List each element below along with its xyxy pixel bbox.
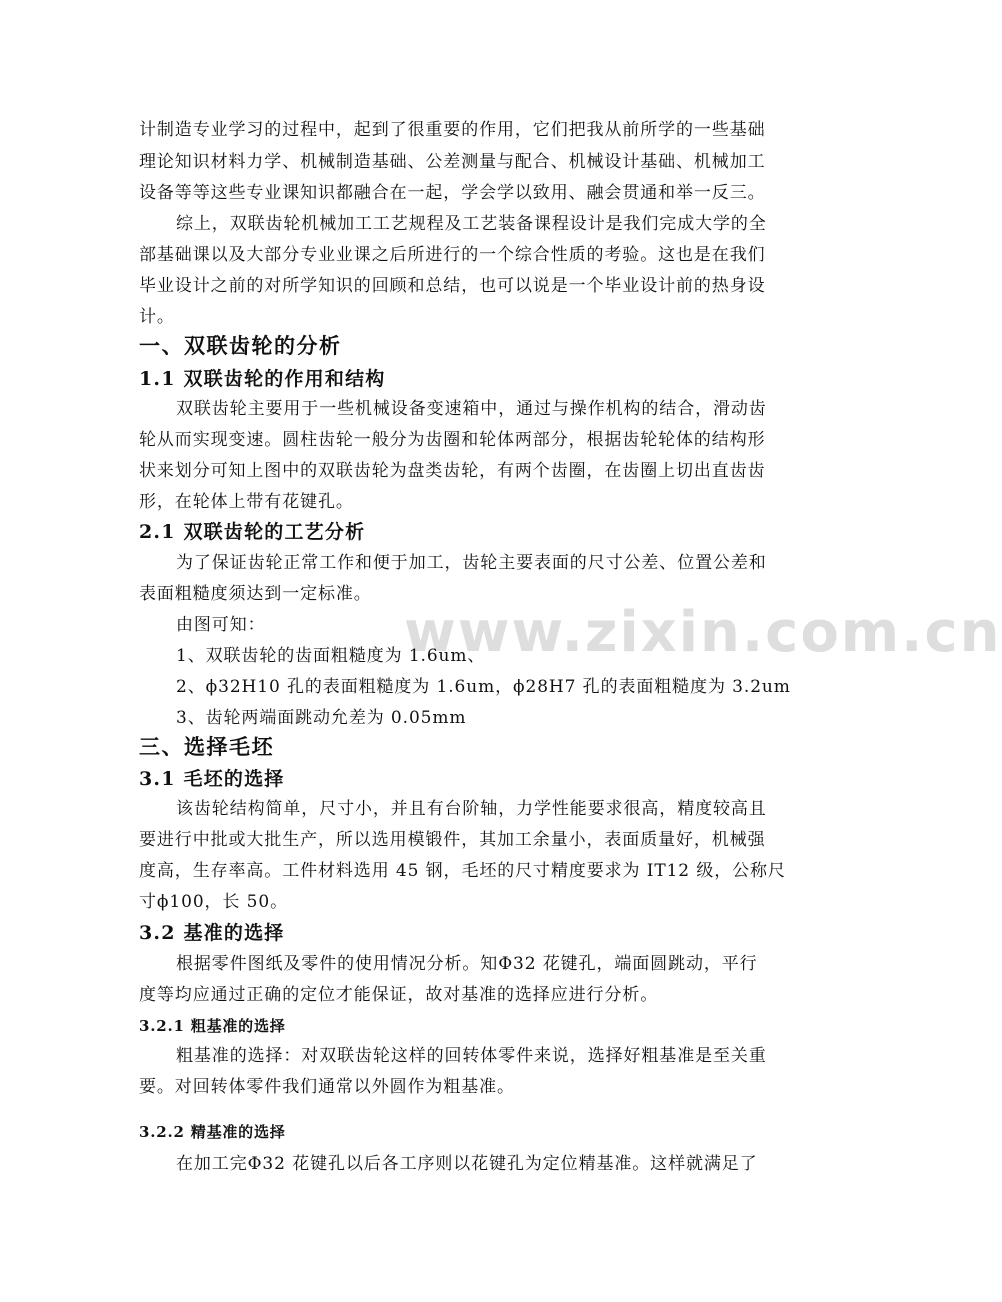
text-line-p2-l3: 毕业设计之前的对所学知识的回顾和总结，也可以说是一个毕业设计前的热身设	[139, 276, 766, 296]
text-line-p3-l4: 形，在轮体上带有花键孔。	[139, 492, 354, 512]
heading-h-3-2-1: 3.2.1 粗基准的选择	[139, 1017, 286, 1035]
heading-h-1: 一、双联齿轮的分析	[139, 333, 342, 358]
text-line-p2-l4: 计。	[139, 307, 175, 327]
heading-h-3-2-2: 3.2.2 精基准的选择	[139, 1123, 286, 1141]
text-line-p7-l2: 度等均应通过正确的定位才能保证，故对基准的选择应进行分析。	[139, 985, 659, 1005]
text-line-p8-l1: 粗基准的选择：对双联齿轮这样的回转体零件来说，选择好粗基准是至关重	[176, 1046, 767, 1066]
heading-h-1-1: 1.1 双联齿轮的作用和结构	[139, 368, 386, 390]
heading-h-2-1: 2.1 双联齿轮的工艺分析	[139, 521, 366, 543]
text-line-p6-l2: 要进行中批或大批生产，所以选用模锻件，其加工余量小，表面质量好，机械强	[139, 830, 766, 850]
watermark: www.zixin.com.cn	[404, 600, 1002, 665]
text-line-p6-l1: 该齿轮结构简单，尺寸小，并且有台阶轴，力学性能要求很高，精度较高且	[176, 799, 767, 819]
text-line-item-2: 2、ϕ32H10 孔的表面粗糙度为 1.6um，ϕ28H7 孔的表面粗糙度为 3.2um	[176, 677, 791, 697]
heading-h-3-2: 3.2 基准的选择	[139, 922, 285, 944]
text-line-p8-l2: 要。对回转体零件我们通常以外圆作为粗基准。	[139, 1077, 515, 1097]
text-line-p1-l2: 理论知识材料力学、机械制造基础、公差测量与配合、机械设计基础、机械加工	[139, 152, 766, 172]
text-line-p6-l4: 寸ϕ100，长 50。	[139, 892, 288, 912]
text-line-p3-l1: 双联齿轮主要用于一些机械设备变速箱中，通过与操作机构的结合，滑动齿	[176, 399, 767, 419]
text-line-p3-l2: 轮从而实现变速。圆柱齿轮一般分为齿圈和轮体两部分，根据齿轮轮体的结构形	[139, 430, 766, 450]
text-line-p4-l2: 表面粗糙度须达到一定标准。	[139, 584, 372, 604]
text-line-p2-l1: 综上，双联齿轮机械加工工艺规程及工艺装备课程设计是我们完成大学的全	[176, 214, 767, 234]
text-line-p1-l3: 设备等等这些专业课知识都融合在一起，学会学以致用、融会贯通和举一反三。	[139, 183, 766, 203]
text-line-item-1: 1、双联齿轮的齿面粗糙度为 1.6um、	[176, 646, 486, 666]
text-line-p2-l2: 部基础课以及大部分专业业课之后所进行的一个综合性质的考验。这也是在我们	[139, 245, 766, 265]
text-line-p5-l1: 由图可知：	[176, 615, 266, 635]
heading-h-3: 三、选择毛坯	[139, 734, 274, 759]
text-line-p4-l1: 为了保证齿轮正常工作和便于加工，齿轮主要表面的尺寸公差、位置公差和	[176, 553, 767, 573]
text-line-p1-l1: 计制造专业学习的过程中，起到了很重要的作用，它们把我从前所学的一些基础	[139, 120, 766, 140]
text-line-p9-l1: 在加工完Φ32 花键孔以后各工序则以花键孔为定位精基准。这样就满足了	[176, 1154, 758, 1174]
text-line-p3-l3: 状来划分可知上图中的双联齿轮为盘类齿轮，有两个齿圈，在齿圈上切出直齿齿	[139, 461, 766, 481]
text-line-p6-l3: 度高，生存率高。工件材料选用 45 钢，毛坯的尺寸精度要求为 IT12 级，公称尺	[139, 861, 786, 881]
text-line-p7-l1: 根据零件图纸及零件的使用情况分析。知Φ32 花键孔，端面圆跳动，平行	[176, 954, 758, 974]
text-line-item-3: 3、齿轮两端面跳动允差为 0.05mm	[176, 708, 467, 728]
heading-h-3-1: 3.1 毛坯的选择	[139, 768, 285, 790]
